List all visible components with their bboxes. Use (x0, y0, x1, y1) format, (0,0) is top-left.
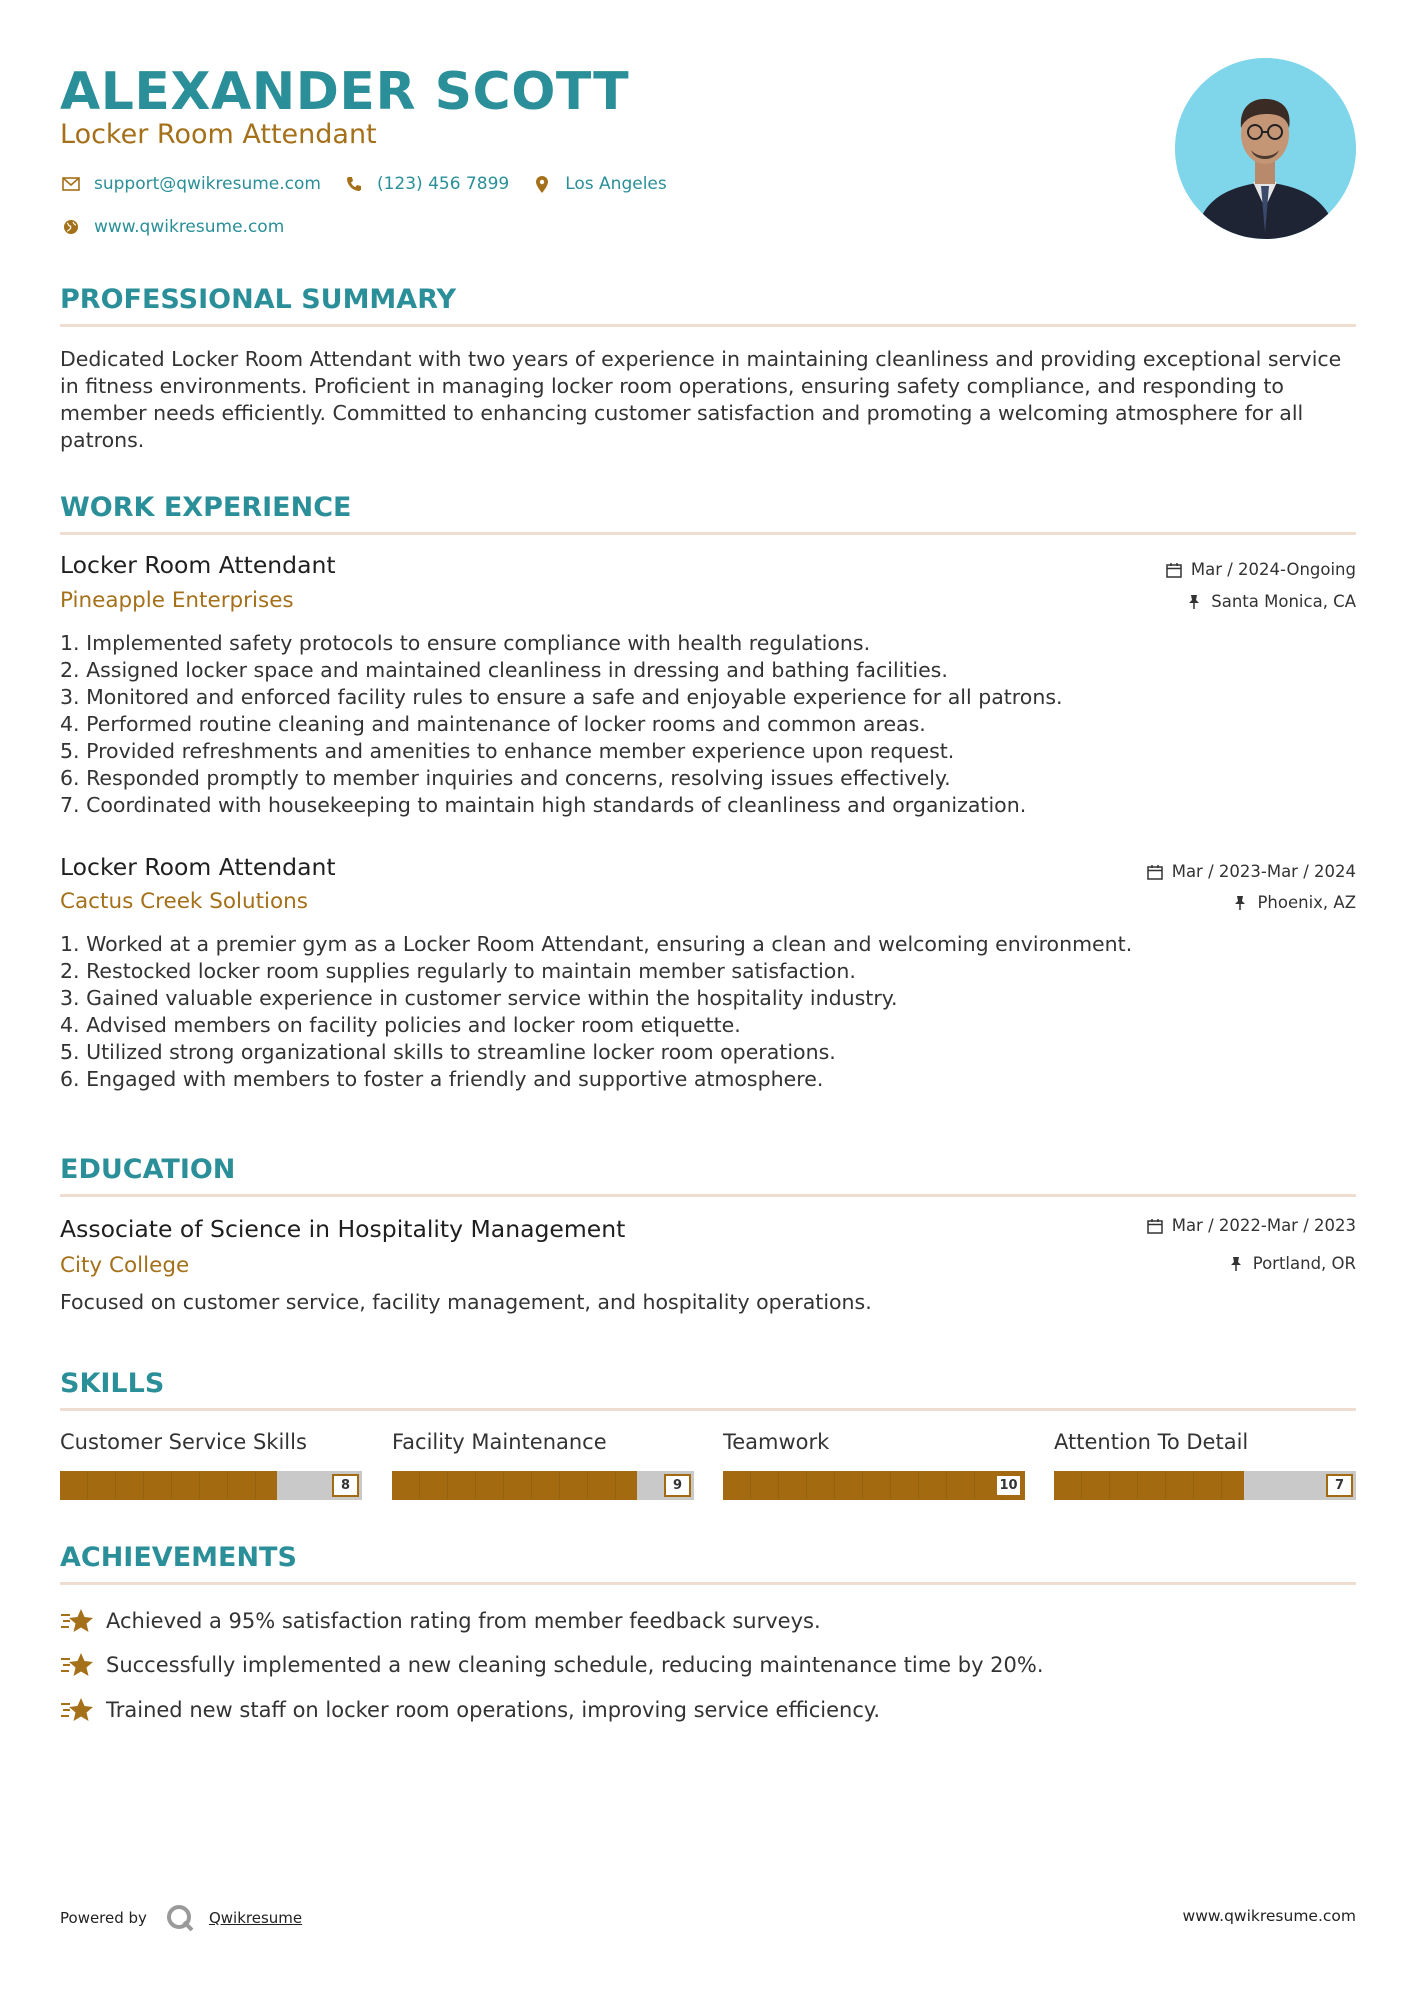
contact-row (60, 173, 689, 195)
section-title-experience: WORK EXPERIENCE (60, 492, 352, 523)
list-item: 5. Provided refreshments and amenities to enhance member experience upon request. (60, 739, 955, 763)
skill-bar (392, 1471, 694, 1500)
job-location (1231, 892, 1356, 914)
achievement-item (60, 1696, 880, 1724)
section-divider (60, 324, 1356, 327)
skill-item (723, 1428, 1025, 1500)
calendar-icon (1146, 863, 1164, 881)
skill-name: Facility Maintenance (392, 1430, 607, 1454)
achievement-text: Successfully implemented a new cleaning schedule, reducing maintenance time by 20%. (106, 1653, 1044, 1677)
skill-bar-fill (723, 1471, 1025, 1500)
section-divider (60, 1408, 1356, 1411)
website-row (60, 216, 306, 238)
list-item: 6. Responded promptly to member inquiries and concerns, resolving issues effectively. (60, 766, 951, 790)
pushpin-icon (1231, 894, 1249, 912)
section-divider (60, 1582, 1356, 1585)
section-divider (60, 1194, 1356, 1197)
achievement-item (60, 1607, 821, 1635)
skill-item (392, 1428, 694, 1500)
brand-link[interactable]: Qwikresume (208, 1909, 303, 1927)
skill-item (1054, 1428, 1356, 1500)
candidate-name: ALEXANDER SCOTT (60, 62, 630, 122)
section-title-summary: PROFESSIONAL SUMMARY (60, 284, 457, 315)
list-item: 4. Performed routine cleaning and maintenance of locker rooms and common areas. (60, 712, 926, 736)
candidate-role: Locker Room Attendant (60, 119, 377, 150)
list-item: 6. Engaged with members to foster a friendly and supportive atmosphere. (60, 1067, 824, 1091)
education-location-text: Portland, OR (1252, 1254, 1356, 1273)
phone-item[interactable] (343, 173, 509, 195)
skill-level-badge: 10 (995, 1474, 1022, 1497)
job-dates-text: Mar / 2024-Ongoing (1190, 560, 1356, 579)
education-dates-text: Mar / 2022-Mar / 2023 (1171, 1216, 1356, 1235)
job-dates (1165, 559, 1356, 581)
job-dates-text: Mar / 2023-Mar / 2024 (1171, 862, 1356, 881)
footer-url[interactable]: www.qwikresume.com (1182, 1907, 1356, 1925)
powered-by-label: Powered by (60, 1909, 147, 1927)
degree-title: Associate of Science in Hospitality Management (60, 1215, 626, 1243)
location-item (531, 173, 667, 195)
section-title-achievements: ACHIEVEMENTS (60, 1542, 297, 1573)
website-item[interactable] (60, 216, 284, 238)
star-icon (60, 1696, 94, 1724)
list-item: 5. Utilized strong organizational skills to streamline locker room operations. (60, 1040, 836, 1064)
skill-level-badge: 8 (332, 1474, 359, 1497)
skill-level-badge: 7 (1326, 1474, 1353, 1497)
star-icon (60, 1607, 94, 1635)
skill-bar-fill (60, 1471, 277, 1500)
summary-text: Dedicated Locker Room Attendant with two years of experience in maintaining cleanliness and providing exceptional service in fitness environments. Proficient in managing locker room operations, ensuring safety compliance, and responding to member needs efficiently. Committed to enhancing customer satisfaction and promoting a welcoming atmosphere for all patrons. (60, 347, 1342, 452)
list-item: 3. Monitored and enforced facility rules to ensure a safe and enjoyable experience for all patrons. (60, 685, 1063, 709)
list-item: 2. Assigned locker space and maintained cleanliness in dressing and bathing facilities. (60, 658, 948, 682)
website-text[interactable]: www.qwikresume.com (94, 217, 285, 237)
pushpin-icon (1227, 1255, 1245, 1273)
globe-icon (60, 216, 82, 238)
list-item: 1. Implemented safety protocols to ensure compliance with health regulations. (60, 631, 871, 655)
section-title-skills: SKILLS (60, 1368, 165, 1399)
achievement-text: Trained new staff on locker room operations, improving service efficiency. (106, 1698, 881, 1722)
profile-photo (1175, 58, 1356, 239)
calendar-icon (1165, 561, 1183, 579)
job-location (1185, 591, 1356, 613)
education-dates (1146, 1215, 1356, 1237)
list-item: 2. Restocked locker room supplies regularly to maintain member satisfaction. (60, 959, 856, 983)
job-title: Locker Room Attendant (60, 551, 336, 579)
map-pin-icon (531, 173, 553, 195)
job-bullets (60, 931, 1356, 1093)
job-location-text: Santa Monica, CA (1211, 592, 1356, 611)
skill-level-badge: 9 (664, 1474, 691, 1497)
phone-icon (343, 173, 365, 195)
job-dates (1146, 861, 1356, 883)
skill-bar (1054, 1471, 1356, 1500)
section-divider (60, 532, 1356, 535)
list-item: 3. Gained valuable experience in customer service within the hospitality industry. (60, 986, 898, 1010)
skill-name: Customer Service Skills (60, 1430, 307, 1454)
email-text[interactable]: support@qwikresume.com (94, 174, 321, 194)
company-name: Pineapple Enterprises (60, 588, 294, 613)
job-title: Locker Room Attendant (60, 853, 336, 881)
star-icon (60, 1651, 94, 1679)
email-item[interactable] (60, 173, 321, 195)
skill-bar-fill (1054, 1471, 1244, 1500)
school-name: City College (60, 1253, 190, 1278)
pushpin-icon (1185, 593, 1203, 611)
envelope-icon (60, 173, 82, 195)
education-location (1227, 1253, 1356, 1275)
job-location-text: Phoenix, AZ (1257, 893, 1356, 912)
phone-text[interactable]: (123) 456 7899 (376, 174, 510, 194)
calendar-icon (1146, 1217, 1164, 1235)
achievement-text: Achieved a 95% satisfaction rating from member feedback surveys. (106, 1609, 821, 1633)
education-description: Focused on customer service, facility management, and hospitality operations. (60, 1290, 872, 1314)
qwikresume-logo-icon (165, 1903, 195, 1933)
skill-bar (723, 1471, 1025, 1500)
skill-name: Attention To Detail (1054, 1430, 1249, 1454)
location-text: Los Angeles (565, 174, 667, 194)
list-item: 1. Worked at a premier gym as a Locker Room Attendant, ensuring a clean and welcoming environment. (60, 932, 1133, 956)
achievement-item (60, 1651, 1044, 1679)
skill-name: Teamwork (723, 1430, 830, 1454)
list-item: 4. Advised members on facility policies and locker room etiquette. (60, 1013, 741, 1037)
skill-item (60, 1428, 362, 1500)
powered-by (60, 1903, 302, 1933)
company-name: Cactus Creek Solutions (60, 889, 309, 914)
list-item: 7. Coordinated with housekeeping to maintain high standards of cleanliness and organization. (60, 793, 1027, 817)
skill-bar (60, 1471, 362, 1500)
job-bullets (60, 630, 1356, 819)
section-title-education: EDUCATION (60, 1154, 236, 1185)
skill-bar-fill (392, 1471, 637, 1500)
